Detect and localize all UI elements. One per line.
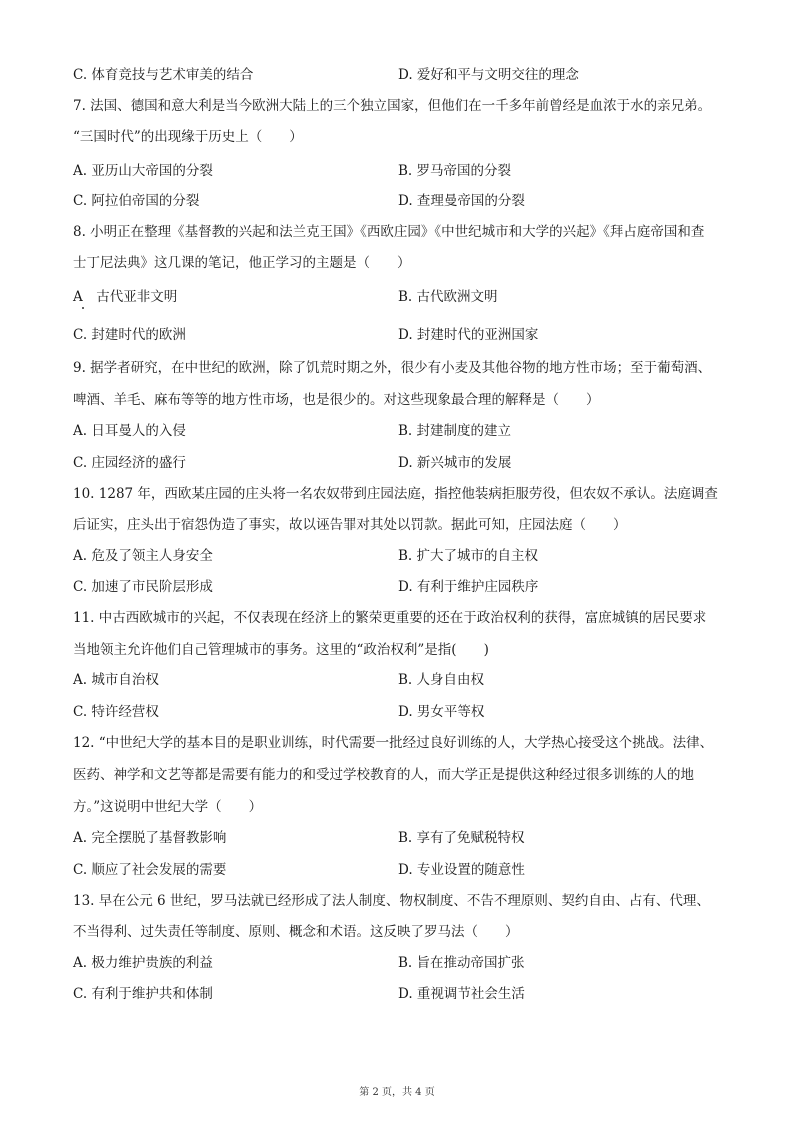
option-row	[73, 161, 742, 181]
option-left: A. 亚历山大帝国的分裂	[73, 163, 213, 179]
question-text-line: 当地领主允许他们自己管理城市的事务。这里的“政治权利”是指( )	[73, 642, 489, 658]
option-right: B. 人身自由权	[398, 672, 485, 688]
question-text-line: “三国时代”的出现缘于历史上（ ）	[73, 129, 303, 145]
question-text-line: 8. 小明正在整理《基督教的兴起和法兰克王国》《西欧庄园》《中世纪城市和大学的兴起》《拜占庭帝国和查	[73, 224, 705, 240]
option-right: B. 享有了免赋税特权	[398, 830, 525, 846]
option-row	[73, 670, 742, 690]
option-right: B. 罗马帝国的分裂	[398, 163, 512, 179]
question-text-line: 啤酒、羊毛、麻布等等的地方性市场，也是很少的。对这些现象最合理的解释是（ ）	[73, 392, 600, 408]
option-left: C. 加速了市民阶层形成	[73, 579, 213, 595]
option-right: D. 有利于维护庄园秩序	[398, 579, 539, 595]
question-text-line: 医药、神学和文艺等都是需要有能力的和受过学校教育的人，而大学正是提供这种经过很多训练的人的地	[73, 767, 694, 783]
option-right: D. 封建时代的亚洲国家	[398, 327, 539, 343]
option-row	[73, 421, 742, 441]
option-left: C. 有利于维护共和体制	[73, 986, 213, 1002]
option-row	[73, 546, 742, 566]
option-right: B. 扩大了城市的自主权	[398, 548, 539, 564]
question-text-line: 10. 1287 年，西欧某庄园的庄头将一名农奴带到庄园法庭，指控他装病拒服劳役，但农奴不承认。法庭调查	[73, 486, 718, 502]
option-left: A. 城市自治权	[73, 672, 159, 688]
stray-mark	[82, 307, 84, 309]
option-right: D. 查理曼帝国的分裂	[398, 193, 525, 209]
option-right: D. 专业设置的随意性	[398, 862, 525, 878]
option-left: C. 封建时代的欧洲	[73, 327, 186, 343]
option-row	[73, 702, 742, 722]
option-left: A. 极力维护贵族的利益	[73, 955, 213, 971]
option-left: A. 日耳曼人的入侵	[73, 423, 186, 439]
option-right: D. 爱好和平与文明交往的理念	[398, 67, 579, 83]
option-left: A. 完全摆脱了基督教影响	[73, 830, 227, 846]
option-left: C. 特许经营权	[73, 704, 159, 720]
option-row	[73, 287, 742, 307]
option-left: A 古代亚非文明	[73, 289, 178, 305]
question-text-line: 不当得利、过失责任等制度、原则、概念和术语。这反映了罗马法（ ）	[73, 924, 519, 940]
option-row	[73, 325, 742, 345]
option-row	[73, 65, 742, 85]
option-row	[73, 577, 742, 597]
option-row	[73, 984, 742, 1004]
option-left: C. 顺应了社会发展的需要	[73, 862, 227, 878]
question-text-line: 方。”这说明中世纪大学（ ）	[73, 799, 263, 815]
option-left: C. 体育竞技与艺术审美的结合	[73, 67, 254, 83]
option-right: B. 封建制度的建立	[398, 423, 512, 439]
option-left: A. 危及了领主人身安全	[73, 548, 213, 564]
option-right: D. 重视调节社会生活	[398, 986, 525, 1002]
question-text-line: 7. 法国、德国和意大利是当今欧洲大陆上的三个独立国家，但他们在一千多年前曾经是血浓于水的亲兄弟。	[73, 98, 712, 114]
option-left: C. 阿拉伯帝国的分裂	[73, 193, 200, 209]
question-text-line: 后证实，庄头出于宿怨伪造了事实，故以诬告罪对其处以罚款。据此可知，庄园法庭（ ）	[73, 517, 627, 533]
option-left: C. 庄园经济的盛行	[73, 455, 186, 471]
option-row	[73, 953, 742, 973]
question-text-line: 11. 中古西欧城市的兴起，不仅表现在经济上的繁荣更重要的还在于政治权利的获得，富庶城镇的居民要求	[73, 610, 707, 626]
option-right: B. 古代欧洲文明	[398, 289, 498, 305]
question-text-line: 9. 据学者研究，在中世纪的欧洲，除了饥荒时期之外，很少有小麦及其他谷物的地方性市场；至于葡萄酒、	[73, 360, 712, 376]
option-row	[73, 191, 742, 211]
option-right: D. 新兴城市的发展	[398, 455, 512, 471]
option-right: B. 旨在推动帝国扩张	[398, 955, 525, 971]
question-text-line: 士丁尼法典》这几课的笔记，他正学习的主题是（ ）	[73, 255, 411, 271]
option-row	[73, 453, 742, 473]
option-row	[73, 828, 742, 848]
option-right: D. 男女平等权	[398, 704, 485, 720]
page-footer: 第 2 页，共 4 页	[359, 1087, 435, 1098]
question-text-line: 13. 早在公元 6 世纪，罗马法就已经形成了法人制度、物权制度、不告不理原则、契约自由、占有、代理、	[73, 893, 710, 909]
question-text-line: 12. “中世纪大学的基本目的是职业训练，时代需要一批经过良好训练的人，大学热心接受这个挑战。法律、	[73, 735, 714, 751]
option-row	[73, 860, 742, 880]
